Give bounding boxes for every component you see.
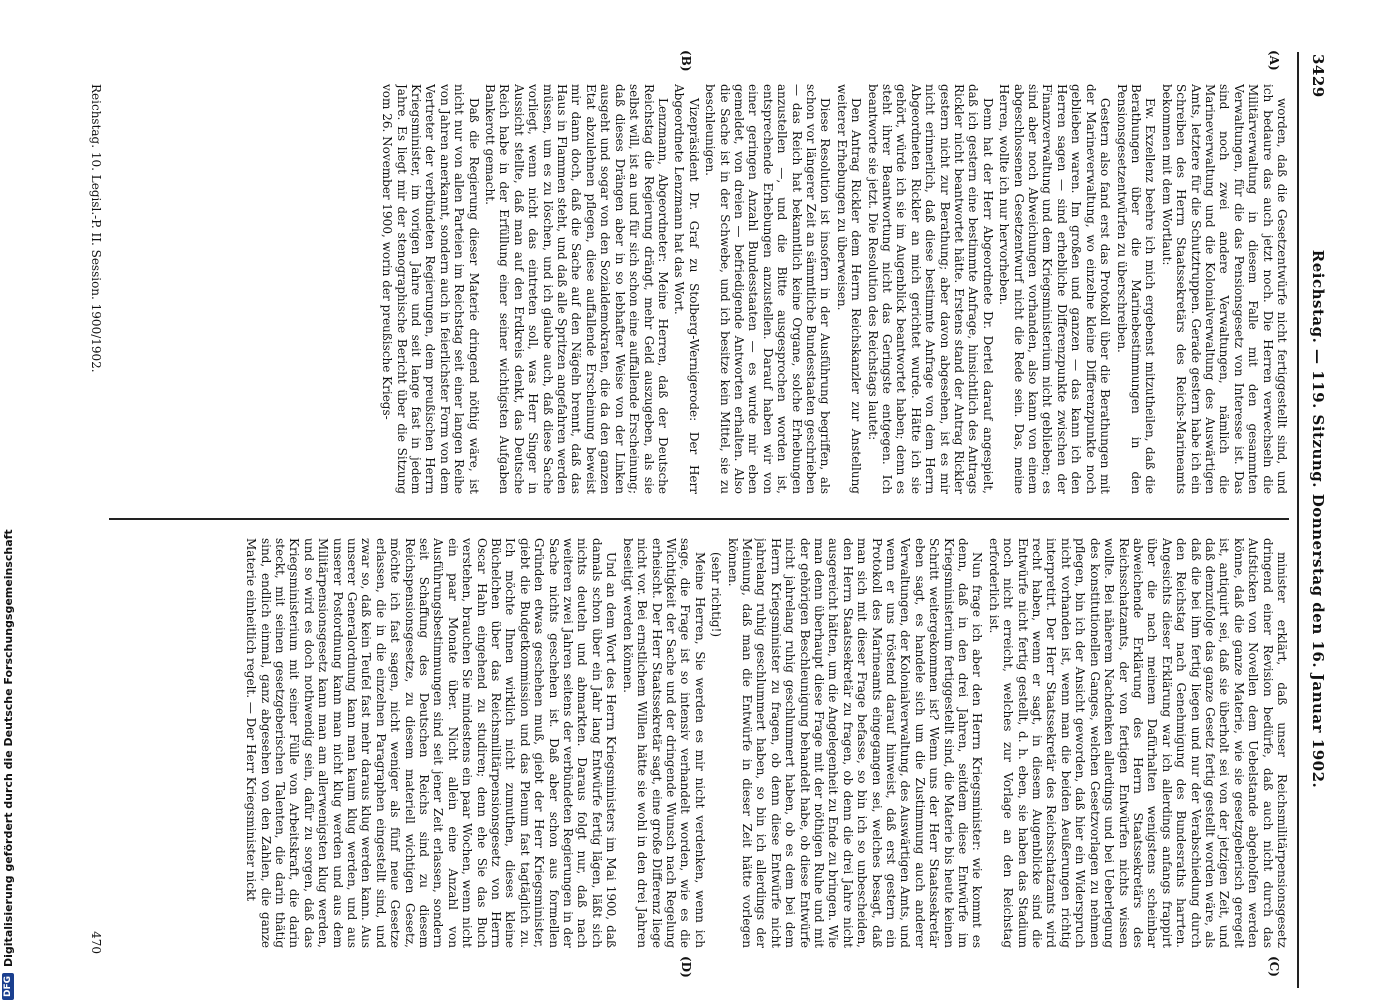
paragraph: Den Antrag Rickler dem Herrn Reichskanzler zur Anstellung weiterer Erhebungen zu überweisen. bbox=[834, 84, 864, 494]
paragraph: Vizepräsident Dr. Graf zu Stolberg-Wernigerode: Der Herr Abgeordnete Lenzmann hat das Wort. bbox=[672, 84, 701, 494]
paragraph: Daß die Regierung dieser Materie dringend nöthig wäre, ist nicht nur von allen Parteien im Reichstag seit einer langen Reihe von Jahren anerkannt, sondern auch in feierlichster Form von dem Vertreter der verbündeten Regierungen, dem preußischen Herrn Kriegsminister, im vorigen Jahre und seit lange fast in jedem Jahre. Es liegt mir der stenographische Bericht über die Sitzung vom 26. November 1900, worin der preußische Kriegs- bbox=[380, 84, 481, 494]
paragraph: worden, daß die Gesetzentwürfe nicht fertiggestellt sind, und ich bedaure das auch jetzt noch. Die Herren verwechseln die Militärverwaltung in diesem Falle mit den gesammten Verwaltungen, für die das Pensionsgesetz von Interesse ist. Das sind noch zwei andere Verwaltungen, nämlich die Marineverwaltung und die Kolonialverwaltung des Auswärtigen Amts, letztere für die Schutztruppen. Gerade gestern habe ich ein Schreiben des Herrn Staatssekretärs des Reichs-Marineamts bekommen mit dem Wortlaut: bbox=[1159, 84, 1289, 494]
marker-d: (D) bbox=[679, 956, 693, 978]
marker-b: (B) bbox=[679, 50, 693, 72]
digitization-text: Digitalisierung gefördert durch die Deutsche Forschungsgemeinschaft bbox=[1, 529, 15, 967]
digitization-note bbox=[0, 0, 16, 1000]
header-rule bbox=[1297, 52, 1299, 988]
paragraph: Und an dem Wort des Herrn Kriegsministers im Mai 1900, daß damals schon über ein Jahr lang Entwürfe fertig lägen, läßt sich nichts deuteln und abmarkten. Daraus folgt nur, daß nach weiteren zwei Jahren seitens der verbündeten Regierungen in der Sache nichts geschehen ist. Daß aber schon aus formellen Gründen etwas geschehen muß, giebt der Herr Kriegsminister, giebt die Budgetkommission und das Plenum fast tagtäglich zu. Ich möchte Ihnen wirklich nicht zumuthen, dieses kleine Büchelchen über das Reichsmilitärpensionsgesetz von Herrn Oscar Hahn eingehend zu studiren; denn ehe Sie das Buch verstehen, brauchen Sie mindestens ein paar Wochen, wenn nicht ein paar Monate über. Nicht allein eine Anzahl von Ausführungsbestimmungen sind seit jener Zeit erlassen, sondern seit Schaffung des Deutschen Reichs sind zu diesem Reichspensionsgesetze, zu diesem materiell wichtigen Gesetz, möchte ich fast sagen, nicht weniger als fünf neue Gesetze erlassen, die in die einzelnen Paragraphen eingestellt sind, und zwar so, daß kein Teufel fast mehr daraus klug werden kann. Aus unserer Generalordnung kann man kaum klug werden, und aus unserer Postordnung kann man nicht klug werden und aus dem Militärpensionsgesetz kann man am allerwenigsten klug werden, und so wird es doch nothwendig sein, dafür zu sorgen, daß das Kriegsministerium mit seiner Fülle von Arbeitskraft, die darin steckt, mit seinen gesetzgeberischen Talenten, die darin thätig sind, endlich einmal, ganz abgesehen von den Zahlen, die ganze Materie einheitlich regelt. — Der Herr Kriegsminister nickt bbox=[244, 538, 619, 948]
left-column bbox=[109, 84, 1289, 494]
right-column bbox=[109, 538, 1289, 948]
paragraph: Lenzmann, Abgeordneter: Meine Herren, daß der Deutsche Reichstag die Regierung drängt, mehr Geld auszugeben, als sie selbst will, ist an und für sich schon eine auffallende Erscheinung; daß dieses Drängen aber in so lebhafter Weise von der Linken ausgeht und sogar von den Sozialdemokraten, die da den ganzen Etat abzulehnen pflegen, diese auffallende Erscheinung beweist mir dann doch, daß die Sache auf den Nägeln brennt, daß das Haus in Flammen steht, und daß alle Spritzen angefahren werden müssen, um es zu löschen, und ich glaube auch, daß diese Sache vorliegt, wenn nicht das eintreten soll, was Herr Singer in Aussicht stellte, daß man auf den Erdkreis denkt, das Deutsche Reich habe in der Erfüllung einer seiner wichtigsten Aufgaben Bankerott gemacht. bbox=[483, 84, 670, 494]
footer-session: Reichstag. 10. Legisl.-P. II. Session. 1900/1902. bbox=[89, 84, 103, 373]
paragraph: Meine Herren, Sie werden es mir nicht verdenken, wenn ich sage, die Frage ist so intensiv verhandelt worden, wie es die Wichtigkeit der Sache und der dringende Wunsch nach Regelung erheischt. Der Herr Staatssekretär sagt, eine große Differenz liege nicht vor. Bei ernstlichem Willen hätte sie wohl in den drei Jahren beseitigt werden können. bbox=[620, 538, 707, 948]
paragraph: Denn hat der Herr Abgeordnete Dr. Dertel darauf angespielt, daß ich gestern eine bestimmte Anfrage, hinsichtlich des Antrags Rickler nicht beantwortet hätte. Erstens stand der Antrag Rickler gestern nicht zur Berathung; aber davon abgesehen, ist es mir nicht erinnerlich, daß diese bestimmte Anfrage von dem Herrn Abgeordneten Rickler an mich gerichtet wurde. Hätte ich sie gehört, würde ich sie im Augenblick beantwortet haben; denn es steht ihrer Beantwortung nicht das Geringste entgegen. Ich beantworte sie jetzt. Die Resolution des Reichstags lautet: bbox=[865, 84, 995, 494]
dfg-logo-icon: DFG bbox=[2, 973, 14, 1000]
marker-c: (C) bbox=[1267, 956, 1281, 977]
paragraph: minister erklärt, daß unser Reichsmilitärpensionsgesetz dringend einer Revision bedürfe, daß auch nicht durch das Aufsticken von Novellen dem Uebelstande abgeholfen werden könne, daß die ganze Materie, wie sie gesetzgeberisch geregelt ist, antiquirt sei, daß sie überholt sei von der jetzigen Zeit, und daß demzufolge das ganze Gesetz fertig gestellt worden wäre, als daß die bei ihm fertig liegen und nur der Verabschiedung durch den Reichstag nach Genehmigung des Bundesraths harrten. Angesichts dieser Erklärung war ich allerdings anfangs frappirt über die nach meinem Dafürhalten wenigstens scheinbar abweichende Erklärung des Herrn Staatssekretärs des Reichsschatzamts, der von fertigen Entwürfen nichts wissen wollte. Bei näherem Nachdenken allerdings und bei Ueberlegung des konstitutionellen Ganges, welchen Gesetzvorlagen zu nehmen pflegen, bin ich der Ansicht geworden, daß hier ein Widerspruch nicht vorhanden ist, wenn man die beiden Aeußerungen richtig interpretirt. Der Herr Staatssekretär des Reichsschatzamts wird recht haben, wenn er sagt, in diesem Augenblicke sind die Entwürfe nicht fertig gestellt, d. h. eben, sie haben das Stadium noch nicht erreicht, welches zur Vorlage an den Reichstag erforderlich ist. bbox=[986, 538, 1289, 948]
rotated-page bbox=[58, 44, 1333, 994]
paragraph: Gestern also fand erst das Protokoll über die Berathungen mit der Marineverwaltung, wo einzelne kleine Differenzpunkte noch geblieben waren. Im großen und ganzen — das kann ich den Herren sagen — sind erhebliche Differenzpunkte zwischen der Finanzverwaltung und dem Kriegsministerium nicht geblieben; es sind aber noch Abweichungen vorhanden, also kann von einem abgeschlossenen Gesetzentwurf nicht die Rede sein. Das, meine Herren, wollte ich nur hervorheben. bbox=[997, 84, 1113, 494]
page-footer bbox=[89, 84, 103, 954]
page-title: Reichstag. — 119. Sitzung. Donnerstag den 16. Januar 1902. bbox=[1309, 249, 1327, 789]
column-divider bbox=[109, 518, 1289, 520]
page-number: 3429 bbox=[1309, 54, 1327, 98]
footer-sheet-number: 470 bbox=[89, 931, 103, 954]
marker-a: (A) bbox=[1267, 50, 1281, 71]
paragraph: (sehr richtig!) bbox=[709, 552, 724, 638]
paragraph: Diese Resolution ist insofern in der Ausführung begriffen, als schon vor längerer Zeit an sämmtliche Bundesstaaten geschrieben — das Reich hat bekanntlich keine Organe, solche Erhebungen anzustellen —, und die Bitte ausgesprochen worden ist, entsprechende Erhebungen anzustellen. Darauf haben wir von einer geringen Anzahl Bundesstaaten — es wurde mir eben gemeldet, von dreien — befriedigende Antworten erhalten. Also die Sache ist in der Schwebe, und ich besitze kein Mittel, sie zu beschleunigen. bbox=[703, 84, 833, 494]
paragraph: Nun frage ich aber den Herrn Kriegsminister: wie kommt es denn, daß in den drei Jahren, seitdem diese Entwürfe im Kriegsministerium fertiggestellt sind, die Materie bis heute keinen Schritt weitergekommen ist? Wenn uns der Herr Staatssekretär eben sagt, es handele sich um die Zustimmung auch anderer Verwaltungen, der Kolonialverwaltung, des Auswärtigen Amts, und wenn er uns tröstend darauf hinweist, daß erst gestern ein Protokoll des Marineamts eingegangen sei, welches besagt, daß man sich mit dieser Frage befasse, so bin ich so unbescheiden, den Herrn Staatssekretär zu fragen, ob denn die drei Jahre nicht ausgereicht hätten, um die Angelegenheit zu Ende zu bringen. Wie man denn überhaupt diese Frage mit der nöthigen Ruhe und mit der gehörigen Beschleunigung behandelt habe, ob diese Entwürfe nicht jahrelang ruhig geschlummert haben, ob es dem bei dem Herrn Kriegsminister zu fragen, ob denn diese Entwürfe nicht jahrelang ruhig geschlummert haben, so bin ich allerdings der Meinung, daß man die Entwürfe in dieser Zeit hätte vorlegen können. bbox=[725, 538, 985, 948]
page-header bbox=[1303, 44, 1333, 994]
paragraph: Ew. Exzellenz beehre ich mich ergebenst mitzutheilen, daß die Berathungen über die Marinebestimmungen in den Pensionsgesetzentwürfen zu überschreiben. bbox=[1114, 84, 1158, 494]
